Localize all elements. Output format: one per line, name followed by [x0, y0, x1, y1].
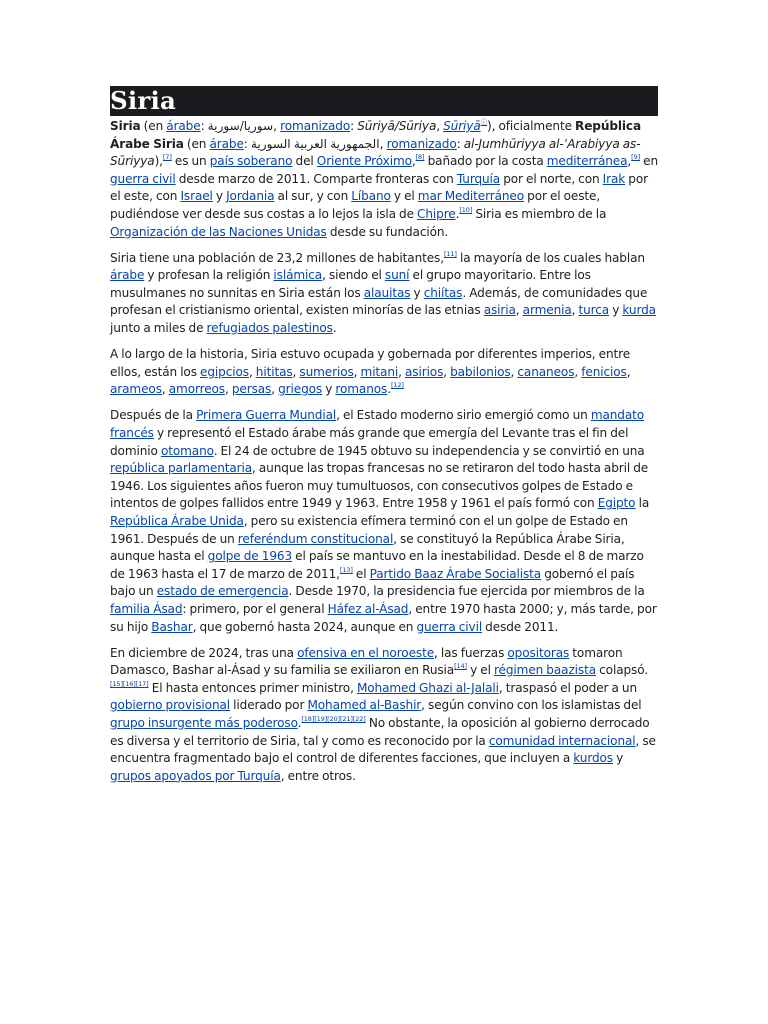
text-run: , traspasó el poder a un — [498, 680, 638, 695]
link-kurdos[interactable]: kurdos — [573, 751, 613, 766]
text-run: . — [332, 321, 337, 336]
bold-term: Siria — [110, 119, 141, 133]
text-run: Siria es miembro de la — [472, 206, 607, 221]
link-sumerios[interactable]: sumerios — [299, 364, 354, 379]
reference-sup — [459, 206, 472, 214]
link-chiitas[interactable]: chiítas — [423, 285, 463, 300]
text-run: es un — [171, 154, 210, 169]
link-babilonios[interactable]: babilonios — [450, 364, 511, 379]
reference-sup — [631, 153, 640, 161]
text-run: el — [352, 566, 370, 581]
text-run: , — [273, 119, 281, 133]
text-run: , que gobernó hasta 2024, aunque en — [192, 619, 417, 634]
text-run: del — [292, 154, 317, 169]
text-run: : — [350, 119, 358, 133]
text-run: Siria tiene una población de 23,2 millones de habitantes, — [110, 250, 444, 265]
reference-sup — [391, 381, 404, 389]
link-asiria[interactable]: asiria — [483, 303, 516, 318]
link-gobierno-provisional[interactable]: gobierno provisional — [110, 698, 231, 713]
link-chipre[interactable]: Chipre — [417, 206, 456, 221]
text-run: , — [411, 154, 416, 169]
link-egipto[interactable]: Egipto — [597, 496, 636, 511]
text-run: A lo largo de la historia, Siria estuvo ocupada y gobernada por diferentes imperios, entre ellos, están los — [110, 347, 631, 379]
link-israel[interactable]: Israel — [180, 189, 213, 204]
link-turca[interactable]: turca — [578, 303, 610, 318]
text-run: . Desde 1970, la presidencia fue ejercida por miembros de la — [288, 584, 645, 599]
text-run: , siendo el — [322, 268, 385, 283]
link-referendum-constitucional[interactable]: referéndum constitucional — [237, 531, 394, 546]
link-hititas[interactable]: hititas — [255, 364, 293, 379]
text-run: No obstante, la oposición al gobierno derrocado es diversa y el territorio de Siria, tal y como es reconocido por la — [110, 716, 650, 748]
text-run: por el norte, con — [500, 171, 603, 186]
text-run: en — [640, 154, 659, 169]
link-opositoras[interactable]: opositoras — [507, 645, 570, 660]
link-ofensiva-en-el-noroeste[interactable]: ofensiva en el noroeste — [297, 645, 435, 660]
link-mohamed-al-bashir[interactable]: Mohamed al-Bashir — [307, 698, 422, 713]
text-run: . Además, de comunidades que profesan el cristianismo oriental, existen minorías de las etnias — [110, 285, 648, 318]
link-persas[interactable]: persas — [231, 382, 272, 397]
arabic-text: الجمهورية العربية السورية — [250, 136, 380, 151]
link-pais-soberano[interactable]: país soberano — [209, 154, 293, 169]
link-suriya[interactable]: Sūriyā — [443, 119, 481, 133]
link-kurda[interactable]: kurda — [622, 303, 656, 318]
text-run: por el oeste, pudiéndose ver desde sus costas a lo lejos la isla de — [110, 189, 601, 221]
link-grupos-apoyados-por-turquia[interactable]: grupos apoyados por Turquía — [110, 768, 281, 783]
text-run: , aunque las tropas francesas no se retiraron del todo hasta abril de 1946. Los siguientes años fueron muy tumultuosos, con consecutivos golpes de Estado e intentos de golpes fallidos entre 1949 y 1963. Entre 1958 y 1961 el país formó con — [110, 461, 649, 511]
text-run: , — [574, 364, 582, 379]
reference-link[interactable]: [9] — [631, 153, 641, 162]
text-run: desde su fundación. — [326, 224, 449, 239]
link-guerra-civil[interactable]: guerra civil — [416, 619, 483, 634]
link-arabe[interactable]: árabe — [110, 268, 145, 283]
link-primera-guerra-mundial[interactable]: Primera Guerra Mundial — [196, 408, 337, 423]
text-run: , entre otros. — [280, 768, 356, 783]
link-armenia[interactable]: armenia — [522, 303, 572, 318]
text-run: y — [609, 303, 623, 318]
link-romanizado[interactable]: romanizado — [280, 119, 351, 133]
paragraph-modern-state — [110, 407, 658, 636]
text-run: colapsó. — [596, 663, 649, 678]
text-run: El hasta entonces primer ministro, — [148, 680, 357, 695]
link-jordania[interactable]: Jordania — [226, 189, 275, 204]
text-run: , — [248, 364, 256, 379]
paragraph-history — [110, 346, 658, 399]
text-run: la — [635, 496, 650, 511]
link-libano[interactable]: Líbano — [351, 189, 391, 204]
text-run: al sur, y con — [274, 189, 352, 204]
link-mitani[interactable]: mitani — [360, 364, 399, 379]
reference-link[interactable]: [11] — [443, 249, 457, 258]
text-run: tomaron Damasco, Bashar al-Ásad y su familia se exiliaron en Rusia — [110, 645, 623, 678]
text-run: , — [379, 136, 387, 151]
text-run: , — [292, 364, 300, 379]
paragraph-2024 — [110, 645, 658, 786]
reference-link[interactable]: [8] — [415, 153, 425, 162]
text-run: el grupo mayoritario. Entre los musulmanes no sunnitas en Siria están los — [110, 268, 591, 300]
link-golpe-de-1963[interactable]: golpe de 1963 — [207, 549, 293, 564]
text-run: , — [510, 364, 518, 379]
text-run: , — [398, 364, 405, 379]
text-run: , — [161, 382, 169, 397]
text-run: , se encuentra fragmentado bajo el control de diferentes facciones, que incluyen a — [110, 733, 656, 766]
link-fenicios[interactable]: fenicios — [581, 364, 627, 379]
text-run: desde 2011. — [482, 619, 559, 634]
link-romanizado[interactable]: romanizado — [386, 136, 457, 151]
text-run: , — [627, 154, 632, 169]
reference-link[interactable]: [14] — [454, 662, 467, 671]
text-run: , según convino con los islamistas del — [421, 698, 642, 713]
text-run: , — [515, 303, 523, 318]
text-run: , — [225, 382, 232, 397]
paragraph-population — [110, 250, 658, 338]
text-run: , — [353, 364, 361, 379]
link-oriente-proximo[interactable]: Oriente Próximo — [316, 154, 412, 169]
text-run: , — [626, 364, 631, 379]
text-run: gobernó el país bajo un — [110, 566, 635, 599]
text-run: : — [200, 119, 208, 133]
link-organizacion-de-las-naciones-unidas[interactable]: Organización de las Naciones Unidas — [110, 224, 327, 239]
text-run: el país se mantuvo en la inestabilidad. Desde el 8 de marzo de 1963 hasta el 17 de marzo de 2011, — [110, 549, 644, 581]
link-arabe[interactable]: árabe — [209, 136, 244, 151]
text-run: (en — [140, 119, 167, 133]
link-comunidad-internacional[interactable]: comunidad internacional — [488, 733, 636, 748]
link-regimen-baazista[interactable]: régimen baazista — [493, 663, 597, 678]
arabic-text: سوريا/سورية — [207, 119, 274, 133]
text-run: desde marzo de 2011. Comparte fronteras con — [175, 171, 457, 186]
text-run: ), — [154, 154, 163, 169]
link-arabe[interactable]: árabe — [166, 119, 201, 133]
page-title-text: Siria — [110, 86, 177, 115]
link-hafez-al-asad[interactable]: Háfez al-Ásad — [327, 601, 409, 616]
text-run: y — [612, 751, 624, 766]
link-egipcios[interactable]: egipcios — [200, 364, 249, 379]
link-turquia[interactable]: Turquía — [456, 171, 501, 186]
link-refugiados-palestinos[interactable]: refugiados palestinos — [206, 321, 333, 336]
text-run: y representó el Estado árabe más grande que emergía del Levante tras el fin del dominio — [110, 426, 629, 458]
link-griegos[interactable]: griegos — [278, 382, 323, 397]
paragraph-intro — [110, 118, 658, 241]
reference-sup — [110, 680, 149, 688]
reference-link[interactable]: [10] — [459, 205, 473, 214]
link-guerra-civil[interactable]: guerra civil — [110, 171, 176, 186]
text-run: la mayoría de los cuales hablan — [456, 250, 645, 265]
reference-link[interactable]: [12] — [390, 381, 404, 390]
text-run: , pero su existencia efímera terminó con el un golpe de Estado en 1961. Después de un — [110, 513, 628, 546]
link-islamica[interactable]: islámica — [273, 268, 323, 283]
text-run: y — [322, 382, 336, 397]
link-partido-baaz-arabe-socialista[interactable]: Partido Baaz Árabe Socialista — [369, 566, 542, 581]
link-asirios[interactable]: asirios — [405, 364, 444, 379]
reference-link[interactable]: [13] — [339, 565, 353, 574]
text-run: . — [387, 382, 391, 397]
text-run: . — [455, 206, 460, 221]
text-run: por el este, con — [110, 171, 648, 204]
text-run: , se constituyó la República Árabe Siria, aunque hasta el — [110, 531, 625, 564]
text-run: Después de la — [110, 408, 197, 423]
text-run: , las fuerzas — [434, 645, 508, 660]
page-title — [110, 86, 658, 116]
link-estado-de-emergencia[interactable]: estado de emergencia — [156, 584, 289, 599]
link-amorreos[interactable]: amorreos — [168, 382, 225, 397]
reference-link[interactable]: [7] — [162, 153, 172, 162]
reference-sup — [454, 662, 467, 670]
link-mar-mediterraneo[interactable]: mar Mediterráneo — [417, 189, 525, 204]
text-run: (en — [183, 136, 210, 151]
link-mandato-frances[interactable]: mandato francés — [110, 408, 645, 440]
bold-term: República Árabe Siria — [110, 119, 641, 151]
reference-link[interactable]: ⓘ — [480, 118, 488, 126]
link-romanos[interactable]: romanos — [335, 382, 388, 397]
text-run: : primero, por el general — [182, 601, 328, 616]
romanized-term: Sūriyā/Sūriya — [357, 119, 437, 133]
text-run: y el — [390, 189, 418, 204]
link-otomano[interactable]: otomano — [160, 443, 214, 458]
article — [110, 86, 658, 794]
text-run: y el — [466, 663, 494, 678]
link-alauitas[interactable]: alauitas — [363, 285, 411, 300]
reference-sup — [163, 153, 172, 161]
text-run: , — [571, 303, 579, 318]
text-run: . — [297, 716, 302, 730]
reference-sup — [301, 715, 365, 723]
text-run: ), oficialmente — [487, 119, 576, 133]
reference-link[interactable]: [18][19][20][21][22] — [301, 715, 366, 723]
text-run: : — [243, 136, 251, 151]
text-run: y — [212, 189, 227, 204]
text-run: , — [271, 382, 279, 397]
text-run: . El 24 de octubre de 1945 obtuvo su independencia y se convirtió en una — [213, 443, 645, 458]
link-familia-asad[interactable]: familia Ásad — [110, 601, 183, 616]
romanized-term: al-Jumhūriyya al-ʿArabiyya as-Sūriyya — [110, 136, 641, 169]
text-run: bañado por la costa — [424, 154, 547, 169]
text-run: , entre 1970 hasta 2000; y, más tarde, por su hijo — [110, 601, 657, 634]
link-grupo-insurgente-mas-poderoso[interactable]: grupo insurgente más poderoso — [110, 716, 298, 730]
text-run: y — [410, 285, 424, 300]
text-run: : — [456, 136, 464, 151]
text-run: , — [443, 364, 451, 379]
link-republica-arabe-unida[interactable]: República Árabe Unida — [110, 513, 244, 528]
link-republica-parlamentaria[interactable]: república parlamentaria — [110, 461, 253, 476]
link-arameos[interactable]: arameos — [110, 382, 162, 397]
text-run: , el Estado moderno sirio emergió como un — [336, 408, 591, 423]
link-bashar[interactable]: Bashar — [151, 619, 193, 634]
text-run: liderado por — [230, 698, 308, 713]
link-mohamed-ghazi-al-jalali[interactable]: Mohamed Ghazi al-Jalali — [356, 680, 499, 695]
reference-sup — [444, 250, 457, 258]
text-run: , — [436, 119, 444, 133]
link-irak[interactable]: Irak — [602, 171, 626, 186]
text-run: junto a miles de — [110, 321, 207, 336]
reference-sup — [340, 566, 353, 574]
reference-link[interactable]: [15][16][17] — [110, 679, 149, 688]
text-run: y profesan la religión — [144, 268, 274, 283]
link-cananeos[interactable]: cananeos — [517, 364, 575, 379]
text-run: En diciembre de 2024, tras una — [110, 645, 298, 660]
link-suni[interactable]: suní — [384, 268, 410, 283]
link-mediterranea[interactable]: mediterránea — [546, 154, 628, 169]
